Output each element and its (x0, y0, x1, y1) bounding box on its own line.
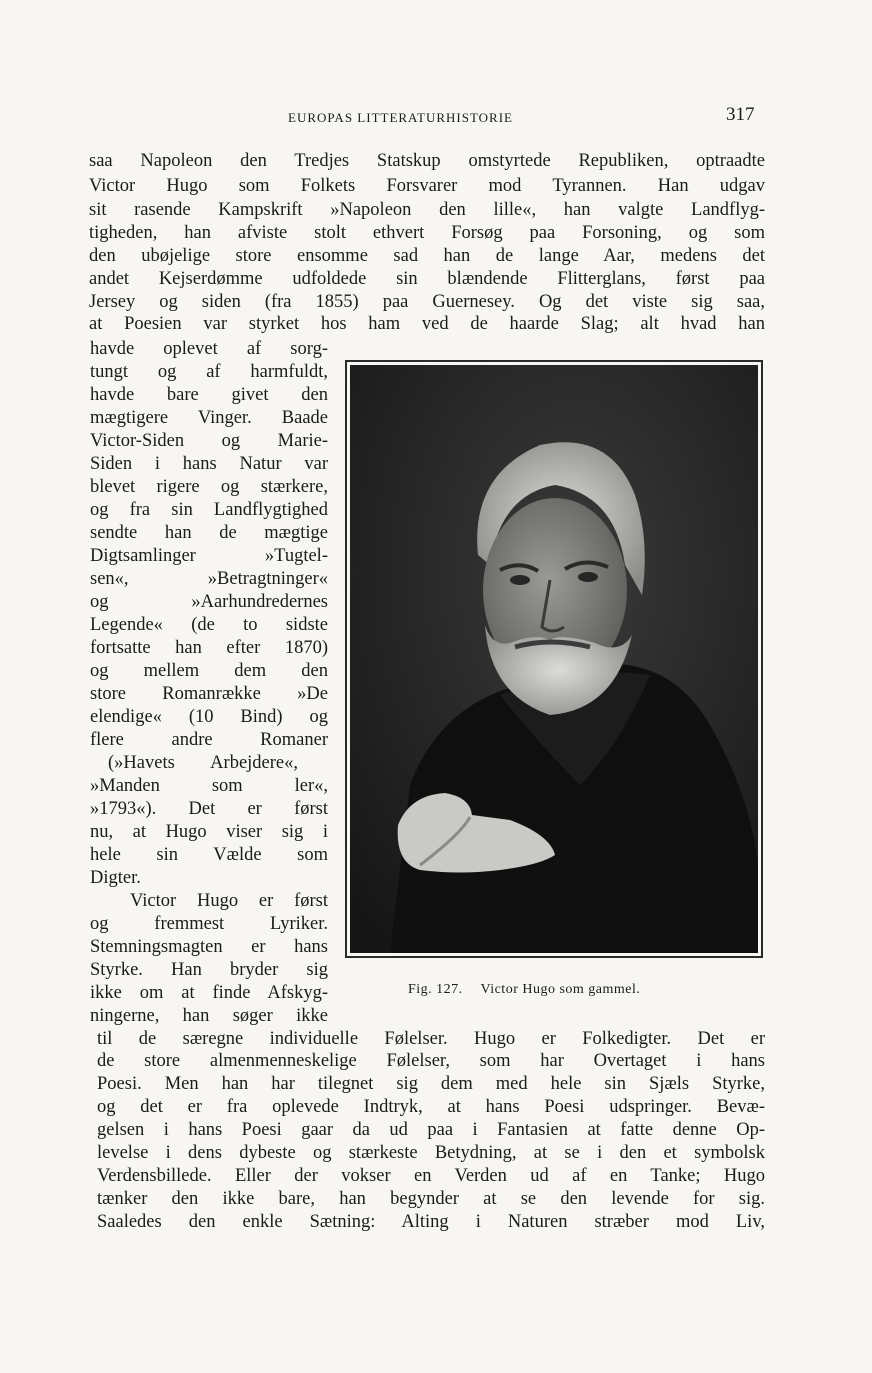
running-header: EUROPAS LITTERATURHISTORIE (288, 110, 513, 125)
text-line: blevet rigere og stærkere, (90, 477, 328, 497)
text-line: Saaledes den enkle Sætning: Alting i Naturen stræber mod Liv, (97, 1212, 765, 1232)
portrait-figure (345, 360, 763, 958)
text-line: og fra sin Landflygtighed (90, 500, 328, 520)
text-line: Styrke. Han bryder sig (90, 960, 328, 980)
text-line: saa Napoleon den Tredjes Statskup omstyrtede Republiken, optraadte (89, 151, 765, 171)
text-line: ikke om at finde Afskyg- (90, 983, 328, 1003)
text-line: »1793«). Det er først (90, 799, 328, 819)
text-line: Legende« (de to sidste (90, 615, 328, 635)
portrait-photo (350, 365, 758, 953)
text-line: nu, at Hugo viser sig i (90, 822, 328, 842)
text-line: til de særegne individuelle Følelser. Hugo er Folkedigter. Det er (97, 1029, 765, 1049)
text-line: Victor-Siden og Marie- (90, 431, 328, 451)
text-line: Stemningsmagten er hans (90, 937, 328, 957)
text-line: sendte han de mægtige (90, 523, 328, 543)
text-line: Poesi. Men han har tilegnet sig dem med hele sin Sjæls Styrke, (97, 1074, 765, 1094)
text-line: tigheden, han afviste stolt ethvert Forsøg paa Forsoning, og som (89, 223, 765, 243)
text-line: Verdensbillede. Eller der vokser en Verden ud af en Tanke; Hugo (97, 1166, 765, 1186)
text-line: og »Aarhundredernes (90, 592, 328, 612)
text-line: (»Havets Arbejdere«, (108, 753, 298, 773)
text-line: Digter. (90, 868, 141, 888)
text-line: Victor Hugo som Folkets Forsvarer mod Tyrannen. Han udgav (89, 176, 765, 196)
figure-label: Fig. 127. (408, 982, 463, 997)
text-line: tungt og af harmfuldt, (90, 362, 328, 382)
text-line: Victor Hugo er først (130, 891, 328, 911)
text-line: sit rasende Kampskrift »Napoleon den lille«, han valgte Landflyg- (89, 200, 765, 220)
text-line: Siden i hans Natur var (90, 454, 328, 474)
text-line: hele sin Vælde som (90, 845, 328, 865)
text-line: ningerne, han søger ikke (90, 1006, 328, 1026)
text-line: tænker den ikke bare, han begynder at se den levende for sig. (97, 1189, 765, 1209)
figure-caption-text: Victor Hugo som gammel. (480, 982, 641, 997)
text-line: sen«, »Betragtninger« (90, 569, 328, 589)
text-line: flere andre Romaner (90, 730, 328, 750)
page-number: 317 (726, 104, 755, 125)
text-line: store Romanrække »De (90, 684, 328, 704)
text-line: den ubøjelige store ensomme sad han de lange Aar, medens det (89, 246, 765, 266)
text-line: og fremmest Lyriker. (90, 914, 328, 934)
text-line: mægtigere Vinger. Baade (90, 408, 328, 428)
text-line: levelse i dens dybeste og stærkeste Betydning, at se i den et symbolsk (97, 1143, 765, 1163)
text-line: de store almenmenneskelige Følelser, som har Overtaget i hans (97, 1051, 765, 1071)
text-line: »Manden som ler«, (90, 776, 328, 796)
text-line: havde bare givet den (90, 385, 328, 405)
text-line: at Poesien var styrket hos ham ved de haarde Slag; alt hvad han (89, 314, 765, 334)
text-line: og det er fra oplevede Indtryk, at hans Poesi udspringer. Bevæ- (97, 1097, 765, 1117)
text-line: gelsen i hans Poesi gaar da ud paa i Fantasien at fatte denne Op- (97, 1120, 765, 1140)
text-line: elendige« (10 Bind) og (90, 707, 328, 727)
text-line: andet Kejserdømme udfoldede sin blændende Flitterglans, først paa (89, 269, 765, 289)
text-line: og mellem dem den (90, 661, 328, 681)
text-line: fortsatte han efter 1870) (90, 638, 328, 658)
text-line: havde oplevet af sorg- (90, 339, 328, 359)
figure-caption (408, 982, 640, 998)
text-line: Digtsamlinger »Tugtel- (90, 546, 328, 566)
text-line: Jersey og siden (fra 1855) paa Guernesey. Og det viste sig saa, (89, 292, 765, 312)
